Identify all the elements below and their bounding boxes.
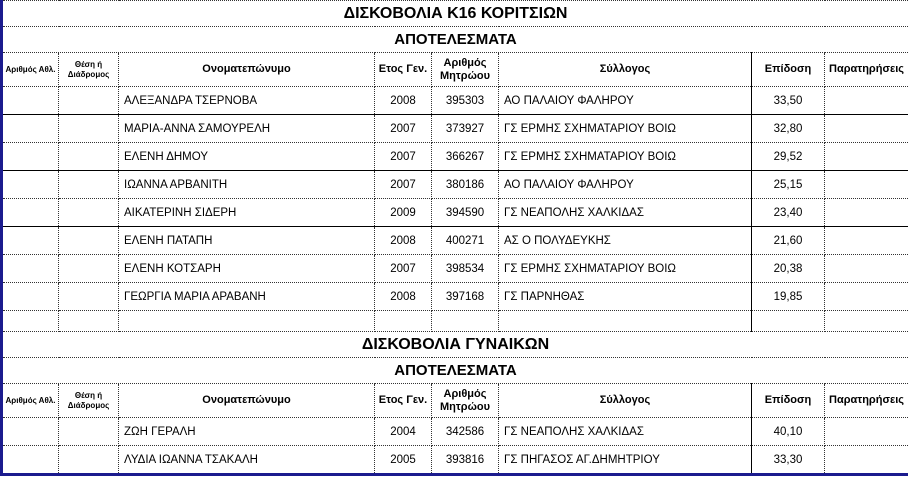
cell-num: [2, 171, 59, 199]
cell-perf: 21,60: [752, 227, 825, 255]
cell-notes: [825, 418, 908, 446]
section-title: ΔΙΣΚΟΒΟΛΙΑ ΓΥΝΑΙΚΩΝ: [2, 332, 908, 358]
table-row: [2, 143, 908, 171]
cell-lane: [59, 87, 119, 115]
cell-num: [2, 283, 59, 311]
table-row: [2, 446, 908, 475]
cell-year: 2009: [375, 199, 432, 227]
cell-notes: [825, 255, 908, 283]
results-label: ΑΠΟΤΕΛΕΣΜΑΤΑ: [2, 358, 908, 384]
cell-notes: [825, 311, 908, 332]
cell-club: ΓΣ ΕΡΜΗΣ ΣΧΗΜΑΤΑΡΙΟΥ ΒΟΙΩ: [499, 255, 752, 283]
cell-club: ΓΣ ΕΡΜΗΣ ΣΧΗΜΑΤΑΡΙΟΥ ΒΟΙΩ: [499, 115, 752, 143]
cell-perf: 33,30: [752, 446, 825, 475]
column-header-name: Ονοματεπώνυμο: [119, 53, 375, 87]
cell-num: [2, 255, 59, 283]
cell-num: [2, 446, 59, 475]
results-label: ΑΠΟΤΕΛΕΣΜΑΤΑ: [2, 27, 908, 53]
cell-year: 2004: [375, 418, 432, 446]
cell-reg: 380186: [432, 171, 499, 199]
cell-notes: [825, 171, 908, 199]
cell-name: ΙΩΑΝΝΑ ΑΡΒΑΝΙΤΗ: [119, 171, 375, 199]
header-row: [2, 53, 908, 87]
cell-reg: 342586: [432, 418, 499, 446]
column-header-club: Σύλλογος: [499, 384, 752, 418]
cell-club: ΑΟ ΠΑΛΑΙΟΥ ΦΑΛΗΡΟΥ: [499, 87, 752, 115]
column-header-perf: Επίδοση: [752, 384, 825, 418]
cell-num: [2, 143, 59, 171]
cell-name: ΕΛΕΝΗ ΔΗΜΟΥ: [119, 143, 375, 171]
section-k16-girls: [2, 1, 908, 332]
table-row: [2, 115, 908, 143]
cell-year: 2007: [375, 171, 432, 199]
cell-perf: 20,38: [752, 255, 825, 283]
cell-notes: [825, 143, 908, 171]
cell-club: ΓΣ ΠΑΡΝΗΘΑΣ: [499, 283, 752, 311]
cell-num: [2, 115, 59, 143]
cell-reg: 398534: [432, 255, 499, 283]
cell-reg: [432, 311, 499, 332]
cell-num: [2, 311, 59, 332]
cell-name: ΛΥΔΙΑ ΙΩΑΝΝΑ ΤΣΑΚΑΛΗ: [119, 446, 375, 475]
cell-name: ΜΑΡΙΑ-ΑΝΝΑ ΣΑΜΟΥΡΕΛΗ: [119, 115, 375, 143]
cell-year: 2007: [375, 255, 432, 283]
column-header-year: Ετος Γεν.: [375, 384, 432, 418]
cell-name: ΑΙΚΑΤΕΡΙΝΗ ΣΙΔΕΡΗ: [119, 199, 375, 227]
cell-year: [375, 311, 432, 332]
column-header-year: Ετος Γεν.: [375, 53, 432, 87]
empty-row: [2, 311, 908, 332]
cell-perf: 32,80: [752, 115, 825, 143]
cell-club: ΑΣ Ο ΠΟΛΥΔΕΥΚΗΣ: [499, 227, 752, 255]
cell-club: ΓΣ ΕΡΜΗΣ ΣΧΗΜΑΤΑΡΙΟΥ ΒΟΙΩ: [499, 143, 752, 171]
cell-lane: [59, 446, 119, 475]
cell-perf: 25,15: [752, 171, 825, 199]
cell-year: 2008: [375, 283, 432, 311]
cell-lane: [59, 199, 119, 227]
column-header-name: Ονοματεπώνυμο: [119, 384, 375, 418]
cell-reg: 397168: [432, 283, 499, 311]
cell-num: [2, 199, 59, 227]
cell-perf: 19,85: [752, 283, 825, 311]
section-title-row: [2, 332, 908, 358]
table-row: [2, 171, 908, 199]
cell-perf: 23,40: [752, 199, 825, 227]
cell-name: [119, 311, 375, 332]
cell-year: 2007: [375, 115, 432, 143]
column-header-club: Σύλλογος: [499, 53, 752, 87]
section-title-row: [2, 1, 908, 27]
table-row: [2, 87, 908, 115]
column-header-lane: Θέση ή Διάδρομος: [59, 384, 119, 418]
cell-club: ΓΣ ΝΕΑΠΟΛΗΣ ΧΑΛΚΙΔΑΣ: [499, 199, 752, 227]
cell-reg: 366267: [432, 143, 499, 171]
column-header-reg: Αριθμός Μητρώου: [432, 53, 499, 87]
section-women: [2, 332, 908, 475]
cell-name: ΕΛΕΝΗ ΠΑΤΑΠΗ: [119, 227, 375, 255]
cell-notes: [825, 199, 908, 227]
cell-name: ΓΕΩΡΓΙΑ ΜΑΡΙΑ ΑΡΑΒΑΝΗ: [119, 283, 375, 311]
cell-club: ΓΣ ΝΕΑΠΟΛΗΣ ΧΑΛΚΙΔΑΣ: [499, 418, 752, 446]
cell-perf: 40,10: [752, 418, 825, 446]
cell-year: 2008: [375, 227, 432, 255]
cell-notes: [825, 115, 908, 143]
column-header-num: Αριθμός Αθλ.: [2, 53, 59, 87]
cell-lane: [59, 418, 119, 446]
column-header-notes: Παρατηρήσεις: [825, 384, 908, 418]
table-row: [2, 199, 908, 227]
cell-year: 2008: [375, 87, 432, 115]
cell-lane: [59, 115, 119, 143]
cell-year: 2007: [375, 143, 432, 171]
cell-reg: 393816: [432, 446, 499, 475]
cell-notes: [825, 227, 908, 255]
results-label-row: [2, 358, 908, 384]
cell-notes: [825, 446, 908, 475]
table-row: [2, 418, 908, 446]
table-row: [2, 255, 908, 283]
cell-club: ΑΟ ΠΑΛΑΙΟΥ ΦΑΛΗΡΟΥ: [499, 171, 752, 199]
cell-reg: 400271: [432, 227, 499, 255]
cell-notes: [825, 87, 908, 115]
cell-num: [2, 227, 59, 255]
results-label-row: [2, 27, 908, 53]
cell-name: ΖΩΗ ΓΕΡΑΛΗ: [119, 418, 375, 446]
cell-perf: 29,52: [752, 143, 825, 171]
cell-name: ΕΛΕΝΗ ΚΟΤΣΑΡΗ: [119, 255, 375, 283]
column-header-notes: Παρατηρήσεις: [825, 53, 908, 87]
cell-lane: [59, 283, 119, 311]
column-header-reg: Αριθμός Μητρώου: [432, 384, 499, 418]
cell-lane: [59, 227, 119, 255]
cell-reg: 395303: [432, 87, 499, 115]
table-row: [2, 283, 908, 311]
cell-club: ΓΣ ΠΗΓΑΣΟΣ ΑΓ.ΔΗΜΗΤΡΙΟΥ: [499, 446, 752, 475]
cell-year: 2005: [375, 446, 432, 475]
cell-num: [2, 87, 59, 115]
section-title: ΔΙΣΚΟΒΟΛΙΑ Κ16 ΚΟΡΙΤΣΙΩΝ: [2, 1, 908, 27]
cell-reg: 394590: [432, 199, 499, 227]
cell-perf: [752, 311, 825, 332]
cell-num: [2, 418, 59, 446]
column-header-lane: Θέση ή Διάδρομος: [59, 53, 119, 87]
column-header-num: Αριθμός Αθλ.: [2, 384, 59, 418]
cell-lane: [59, 311, 119, 332]
cell-lane: [59, 143, 119, 171]
cell-club: [499, 311, 752, 332]
header-row: [2, 384, 908, 418]
cell-perf: 33,50: [752, 87, 825, 115]
cell-notes: [825, 283, 908, 311]
cell-name: ΑΛΕΞΑΝΔΡΑ ΤΣΕΡΝΟΒΑ: [119, 87, 375, 115]
table-row: [2, 227, 908, 255]
cell-lane: [59, 255, 119, 283]
cell-reg: 373927: [432, 115, 499, 143]
cell-lane: [59, 171, 119, 199]
column-header-perf: Επίδοση: [752, 53, 825, 87]
